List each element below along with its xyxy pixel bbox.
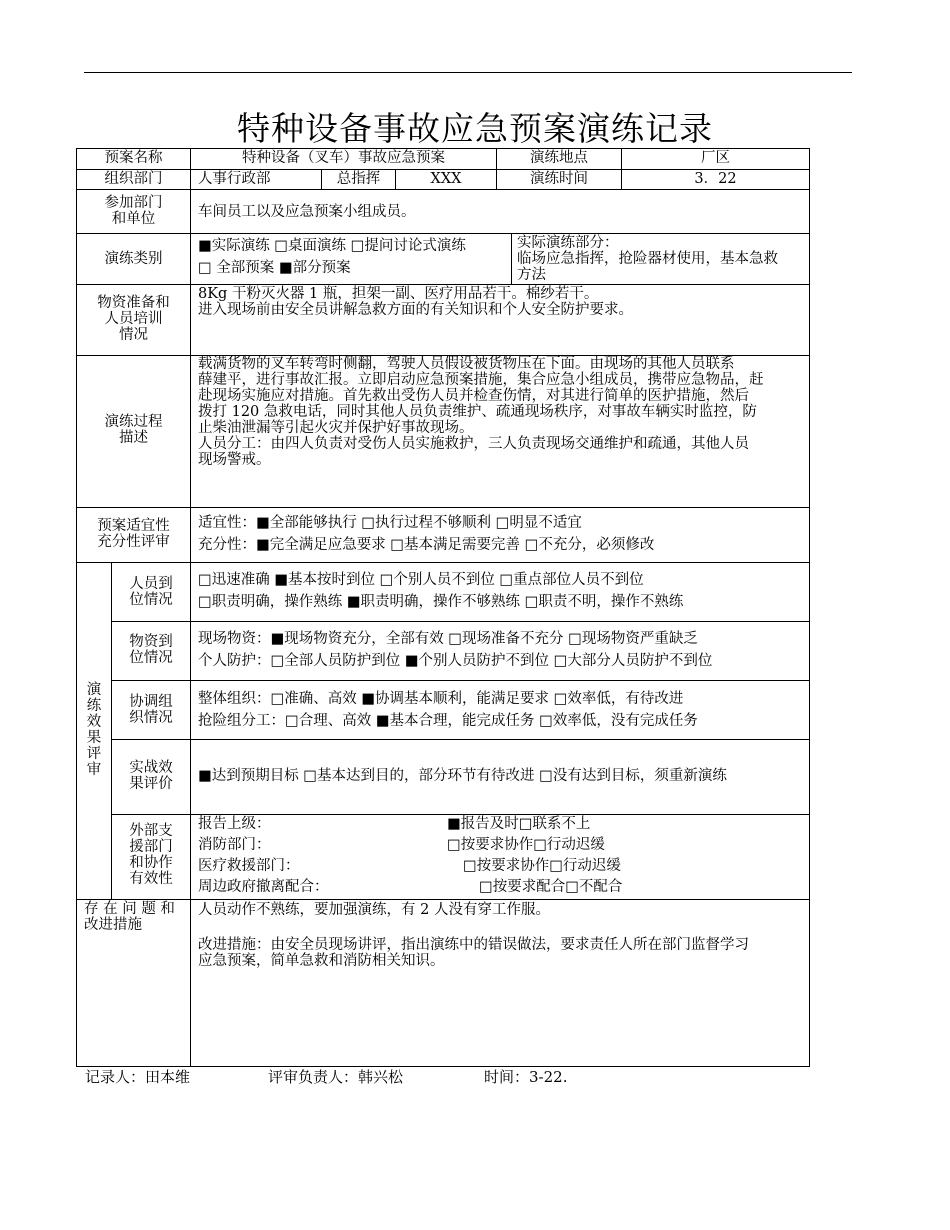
actual-drill-l1: 实际演练部分： (517, 235, 619, 251)
coordination-label-2: 织情况 (129, 710, 173, 726)
dept-value: 人事行政部 (198, 171, 271, 187)
supplies-line-1: 现场物资：■现场物资充分，全部有效 □现场准备不充分 □现场物资严重缺乏 (198, 631, 698, 647)
page-title: 特种设备事故应急预案演练记录 (237, 109, 713, 148)
process-line: 载满货物的叉车转弯时侧翻，驾驶人员假设被货物压在下面。由现场的其他人员联系 (198, 356, 735, 372)
medical-value: □按要求协作□行动迟缓 (463, 858, 621, 874)
issues-label-1: 存 在 问 题 和 (84, 901, 175, 917)
time-label: 演练时间 (530, 171, 588, 187)
combat-line-1: ■达到预期目标 □基本达到目的，部分环节有待改进 □没有达到目标，须重新演练 (198, 768, 727, 784)
process-line: 赴现场实施应对措施。首先救出受伤人员并检查伤情，对其进行简单的医护措施，然后 (198, 388, 749, 404)
combat-label-1: 实战效 (129, 760, 173, 776)
issues-line-2: 改进措施：由安全员现场讲评，指出演练中的错误做法，要求责任人所在部门监督学习 (198, 937, 749, 953)
supplies-line-2: 个人防护：□全部人员防护到位 ■个别人员防护不到位 □大部分人员防护不到位 (198, 653, 713, 669)
reviewer: 评审负责人：韩兴松 (268, 1068, 404, 1086)
cell (190, 899, 810, 1067)
cell (190, 680, 810, 740)
coordination-label-1: 协调组 (129, 694, 173, 710)
header-rule (84, 72, 852, 73)
personnel-line-1: □迅速准确 ■基本按时到位 □个别人员不到位 □重点部位人员不到位 (198, 572, 644, 588)
supplies-label-2: 位情况 (129, 650, 173, 666)
report-superior-value: ■报告及时□联系不上 (447, 816, 591, 832)
personnel-line-2: □职责明确，操作熟练 ■职责明确，操作不够熟练 □职责不明，操作不熟练 (198, 594, 684, 610)
issues-line-3: 应急预案，简单急救和消防相关知识。 (198, 953, 445, 969)
process-label-2: 描述 (119, 430, 148, 446)
external-label-4: 有效性 (129, 871, 173, 887)
government-value: □按要求配合□不配合 (479, 879, 623, 895)
external-label-2: 援部门 (129, 839, 173, 855)
eval-group-char: 果 (86, 730, 102, 746)
suitability-line-1: 适宜性：■全部能够执行 □执行过程不够顺利 □明显不适宜 (198, 515, 582, 531)
suitability-label-1: 预案适宜性 (97, 518, 170, 534)
eval-group-char: 效 (86, 714, 102, 730)
plan-name-label: 预案名称 (104, 150, 163, 166)
materials-line-2: 进入现场前由安全员讲解急救方面的有关知识和个人安全防护要求。 (198, 302, 633, 318)
drill-type-line-1: ■实际演练 □桌面演练 □提问讨论式演练 (198, 238, 466, 254)
coordination-line-2: 抢险组分工：□合理、高效 ■基本合理，能完成任务 □效率低，没有完成任务 (198, 713, 698, 729)
personnel-label-1: 人员到 (129, 576, 173, 592)
location-value: 厂区 (701, 150, 730, 166)
actual-drill-l3: 方法 (517, 267, 546, 283)
external-label-1: 外部支 (129, 823, 173, 839)
location-label: 演练地点 (530, 150, 588, 166)
process-label-1: 演练过程 (104, 414, 163, 430)
personnel-label-2: 位情况 (129, 592, 173, 608)
drill-type-label: 演练类别 (104, 251, 163, 267)
dept-label: 组织部门 (104, 171, 163, 187)
eval-group-char: 评 (86, 746, 102, 762)
cell (190, 621, 810, 681)
recorder: 记录人：田本维 (85, 1068, 191, 1086)
government-key: 周边政府撤离配合： (198, 879, 329, 895)
plan-name-value: 特种设备（叉车）事故应急预案 (242, 150, 445, 166)
process-line: 现场警戒。 (198, 452, 271, 468)
issues-line-1: 人员动作不熟练，要加强演练，有 2 人没有穿工作服。 (198, 902, 550, 918)
materials-label-2: 人员培训 (104, 311, 163, 327)
external-label-3: 和协作 (129, 855, 173, 871)
drill-type-line-2: □ 全部预案 ■部分预案 (198, 260, 351, 276)
materials-label-3: 情况 (119, 327, 148, 343)
fire-dept-value: □按要求协作□行动迟缓 (447, 837, 605, 853)
issues-label-2: 改进措施 (84, 917, 142, 933)
medical-key: 医疗救援部门： (198, 858, 300, 874)
process-line: 薛建平，进行事故汇报。立即启动应急预案措施，集合应急小组成员，携带应急物品，赶 (198, 372, 764, 388)
participants-label-1: 参加部门 (104, 195, 163, 211)
eval-group-char: 审 (86, 762, 102, 778)
materials-label-1: 物资准备和 (97, 295, 170, 311)
suitability-line-2: 充分性：■完全满足应急要求 □基本满足需要完善 □不充分，必须修改 (198, 537, 655, 553)
eval-group-char: 演 (86, 682, 102, 698)
suitability-label-2: 充分性评审 (97, 534, 170, 550)
supplies-label-1: 物资到 (129, 634, 173, 650)
coordination-line-1: 整体组织：□准确、高效 ■协调基本顺利，能满足要求 □效率低，有待改进 (198, 691, 684, 707)
actual-drill-l2: 临场应急指挥，抢险器材使用，基本急救 (517, 251, 778, 267)
eval-group-char: 练 (86, 698, 102, 714)
commander-label: 总指挥 (336, 171, 381, 187)
combat-label-2: 果评价 (129, 776, 173, 792)
time-value: 3．22 (694, 171, 737, 187)
cell (190, 562, 810, 622)
participants-label-2: 和单位 (111, 211, 156, 227)
process-line: 人员分工：由四人负责对受伤人员实施救护，三人负责现场交通维护和疏通，其他人员 (198, 436, 749, 452)
participants-value: 车间员工以及应急预案小组成员。 (198, 204, 416, 220)
process-line: 止柴油泄漏等引起火灾并保护好事故现场。 (198, 420, 474, 436)
materials-line-1: 8Kg 干粉灭火器 1 瓶，担架一副、医疗用品若干。棉纱若干。 (198, 286, 599, 302)
process-line: 拨打 120 急救电话，同时其他人员负责维护、疏通现场秩序，对事故车辆实时监控，防 (198, 404, 757, 420)
commander-value: XXX (430, 171, 462, 187)
fire-dept-key: 消防部门： (198, 837, 271, 853)
record-time: 时间：3-22. (484, 1068, 568, 1086)
report-superior-key: 报告上级： (198, 816, 271, 832)
